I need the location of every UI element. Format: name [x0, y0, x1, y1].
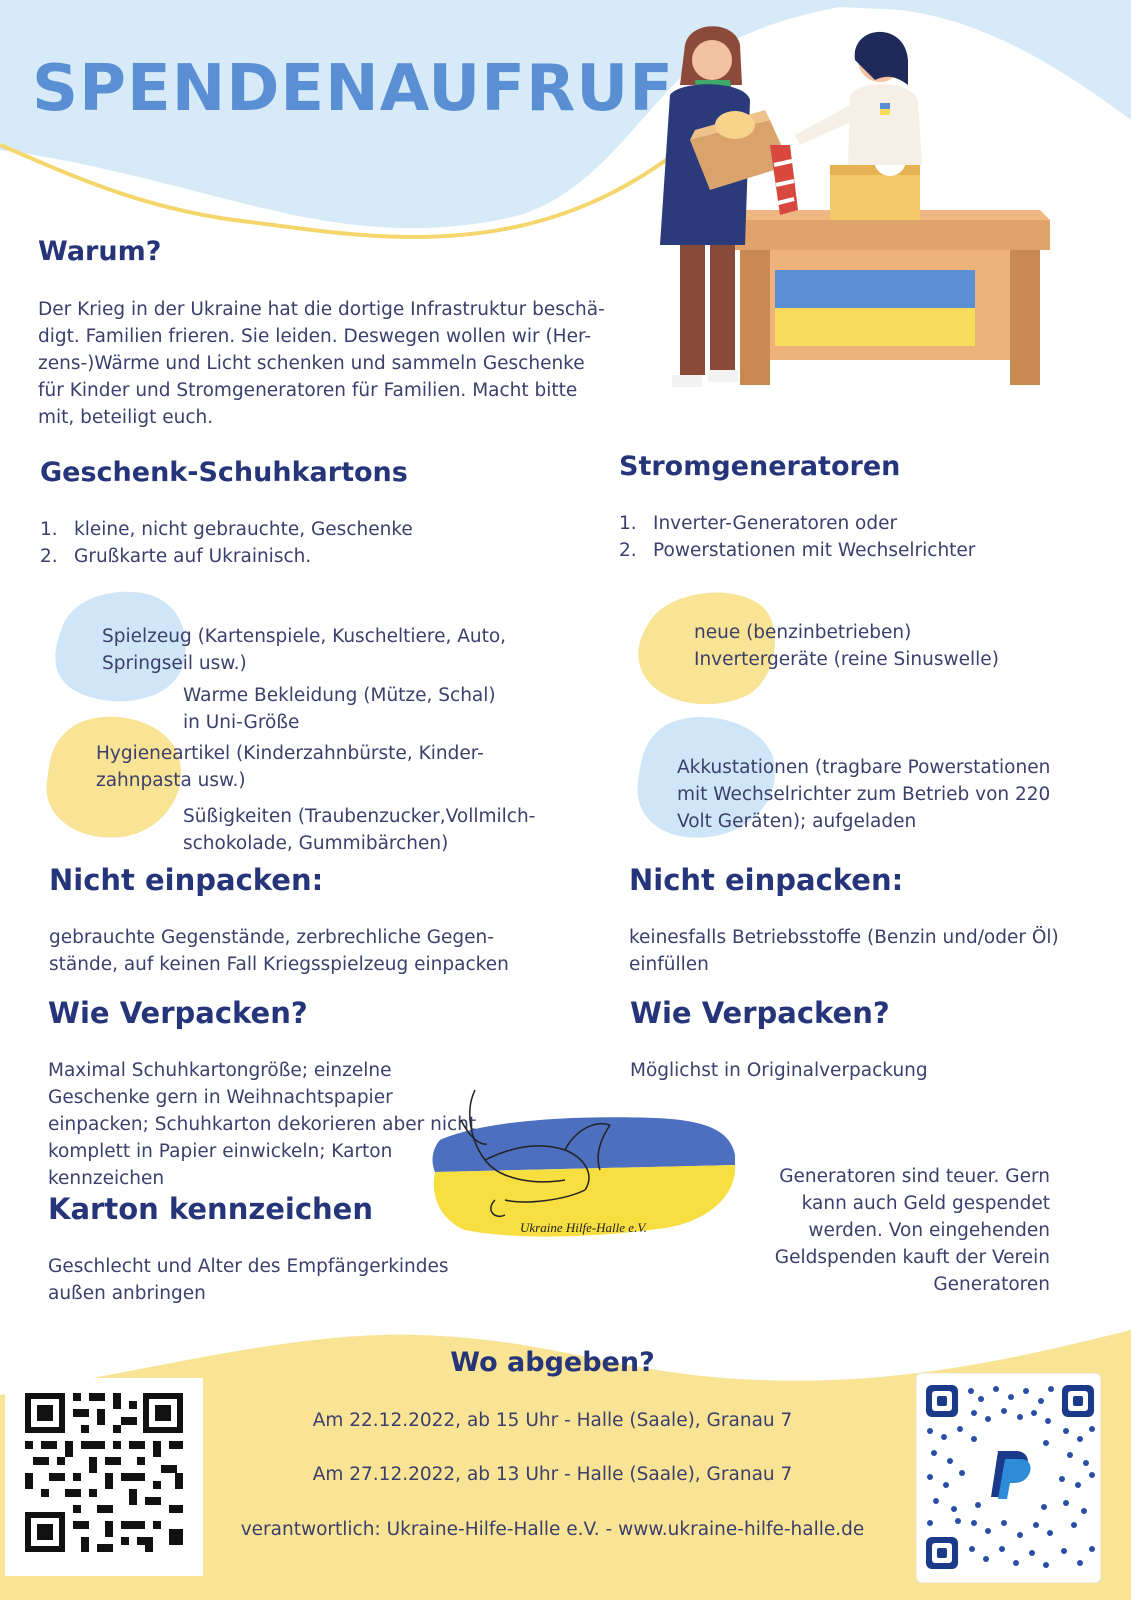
- stromgeneratoren-heading: Stromgeneratoren: [619, 451, 901, 482]
- wie-verpacken-text-right: Möglichst in Originalverpackung: [630, 1060, 928, 1081]
- logo-text: Ukraine Hilfe-Halle e.V.: [520, 1220, 647, 1235]
- qr-code-website[interactable]: [5, 1378, 203, 1576]
- warum-text: Der Krieg in der Ukraine hat die dortige Infrastruktur beschä-digt. Familien frieren. Sie leiden. Deswegen wollen wir (Her-zens-)Wärme und Licht schenken und sammeln Geschenke für Kinder und Stromgeneratoren für Familien. Macht bitte mit, beteiligt euch.: [38, 299, 605, 428]
- item-suessigkeiten: Süßigkeiten (Traubenzucker,Vollmilch-schokolade, Gummibärchen): [183, 806, 536, 854]
- wie-verpacken-heading-right: Wie Verpacken?: [630, 996, 890, 1030]
- nicht-einpacken-heading-right: Nicht einpacken:: [629, 863, 904, 897]
- list-item: 2. Powerstationen mit Wechselrichter: [619, 540, 976, 561]
- nicht-einpacken-text-left: gebrauchte Gegenstände, zerbrechliche Gegen-stände, auf keinen Fall Kriegsspielzeug einpacken: [49, 927, 509, 975]
- page-title: SPENDENAUFRUF: [32, 52, 674, 126]
- paypal-qr-code[interactable]: [916, 1373, 1101, 1583]
- abgabe-date-1: Am 22.12.2022, ab 15 Uhr - Halle (Saale), Granau 7: [312, 1410, 793, 1431]
- ukraine-hilfe-logo: [425, 1080, 745, 1250]
- item-inverter-neu: neue (benzinbetrieben) Invertergeräte (reine Sinuswelle): [694, 622, 999, 670]
- item-akkustationen: Akkustationen (tragbare Powerstationen mit Wechselrichter zum Betrieb von 220 Volt Geräten); aufgeladen: [677, 757, 1051, 832]
- schuhkartons-list: [40, 516, 560, 570]
- volunteers-illustration: [650, 15, 1070, 405]
- geldspende-text: Generatoren sind teuer. Gern kann auch Geld gespendet werden. Von eingehenden Geldspenden kauft der Verein Generatoren: [774, 1166, 1050, 1295]
- karton-kennzeichen-heading: Karton kennzeichen: [48, 1192, 373, 1226]
- wie-verpacken-heading-left: Wie Verpacken?: [48, 996, 308, 1030]
- karton-kennzeichen-text: Geschlecht und Alter des Empfängerkindes außen anbringen: [48, 1256, 449, 1304]
- abgabe-heading: Wo abgeben?: [450, 1347, 655, 1378]
- nicht-einpacken-heading-left: Nicht einpacken:: [49, 863, 324, 897]
- list-item: 2. Grußkarte auf Ukrainisch.: [40, 546, 312, 567]
- schuhkartons-heading: Geschenk-Schuhkartons: [40, 457, 408, 488]
- stromgeneratoren-list: [619, 510, 1079, 564]
- item-hygiene: Hygieneartikel (Kinderzahnbürste, Kinder-zahnpasta usw.): [96, 743, 484, 791]
- abgabe-date-2: Am 27.12.2022, ab 13 Uhr - Halle (Saale), Granau 7: [312, 1464, 793, 1485]
- item-spielzeug: Spielzeug (Kartenspiele, Kuscheltiere, Auto, Springseil usw.): [102, 626, 507, 674]
- item-bekleidung: Warme Bekleidung (Mütze, Schal) in Uni-Größe: [183, 685, 496, 733]
- nicht-einpacken-text-right: keinesfalls Betriebsstoffe (Benzin und/oder Öl) einfüllen: [629, 927, 1059, 975]
- warum-heading: Warum?: [38, 236, 162, 267]
- wie-verpacken-text-left: Maximal Schuhkartongröße; einzelne Geschenke gern in Weihnachtspapier einpacken; Schuhkarton dekorieren aber nicht komplett in Papier einwickeln; Karton kennzeichen: [48, 1060, 477, 1189]
- paypal-icon: [986, 1445, 1032, 1505]
- footer-responsible: verantwortlich: Ukraine-Hilfe-Halle e.V. - www.ukraine-hilfe-halle.de: [240, 1519, 865, 1540]
- list-item: 1. Inverter-Generatoren oder: [619, 513, 898, 534]
- list-item: 1. kleine, nicht gebrauchte, Geschenke: [40, 519, 413, 540]
